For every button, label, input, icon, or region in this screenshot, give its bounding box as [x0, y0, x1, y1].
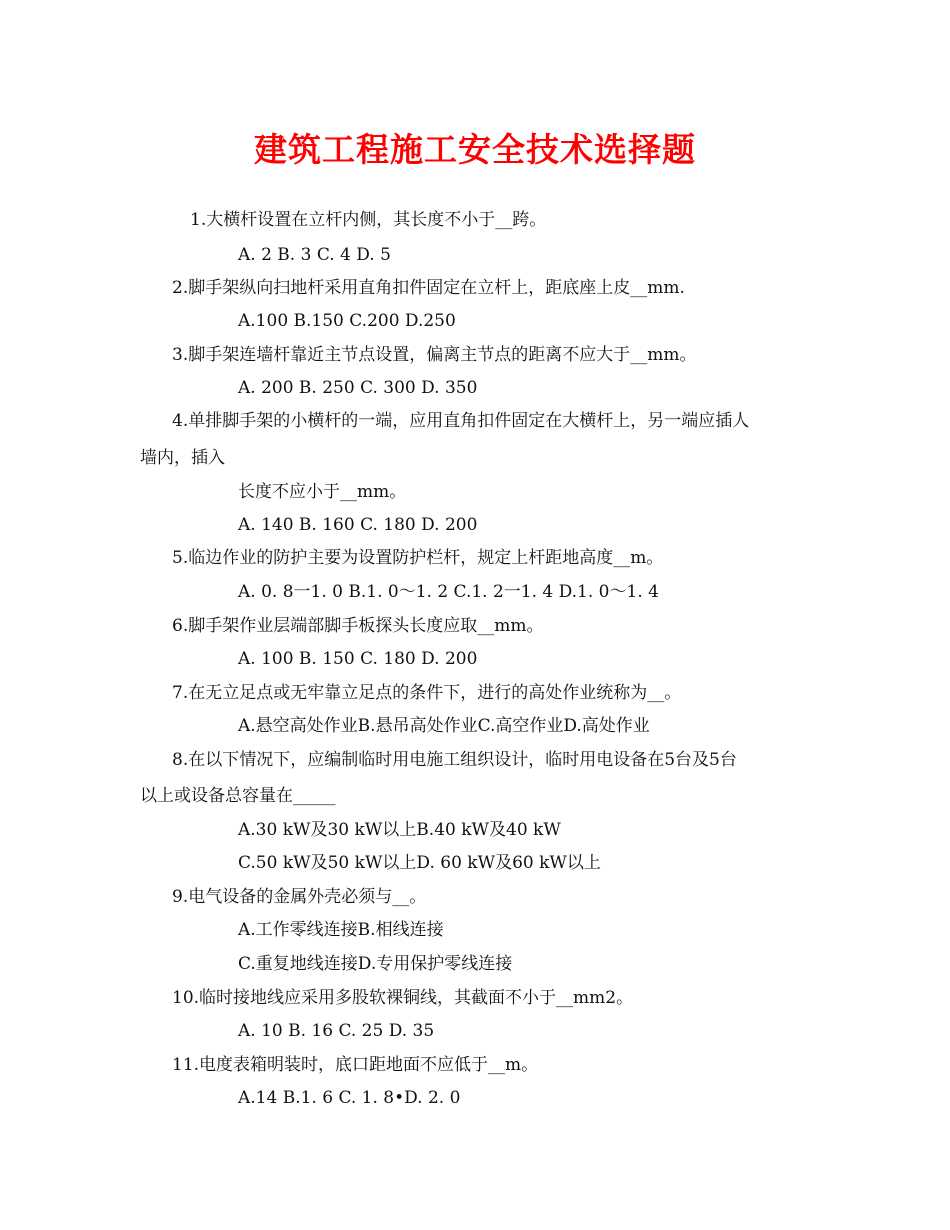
question-9: 9.电气设备的金属外壳必须与__。 — [172, 887, 427, 907]
question-4-continued-2: 长度不应小于__mm。 — [238, 482, 407, 502]
question-11: 11.电度表箱明装时，底口距地面不应低于__m。 — [172, 1055, 539, 1075]
question-8: 8.在以下情况下，应编制临时用电施工组织设计，临时用电设备在5台及5台 — [172, 750, 737, 770]
question-9-options-1: A.工作零线连接B.相线连接 — [238, 920, 444, 940]
question-4: 4.单排脚手架的小横杆的一端，应用直角扣件固定在大横杆上，另一端应插人 — [172, 411, 750, 431]
question-8-continued: 以上或设备总容量在_____ — [140, 786, 336, 806]
question-3-options: A. 200 B. 250 C. 300 D. 350 — [238, 378, 478, 398]
question-11-options: A.14 B.1. 6 C. 1. 8•D. 2. 0 — [238, 1088, 461, 1108]
question-7: 7.在无立足点或无牢靠立足点的条件下，进行的高处作业统称为__。 — [172, 683, 682, 703]
question-10: 10.临时接地线应采用多股软裸铜线，其截面不小于__mm2。 — [172, 988, 634, 1008]
question-3: 3.脚手架连墙杆靠近主节点设置，偏离主节点的距离不应大于__mm。 — [172, 345, 697, 365]
question-1: 1.大横杆设置在立杆内侧，其长度不小于__跨。 — [190, 210, 547, 230]
question-2: 2.脚手架纵向扫地杆采用直角扣件固定在立杆上，距底座上皮__mm. — [172, 278, 685, 298]
question-1-options: A. 2 B. 3 C. 4 D. 5 — [238, 245, 391, 265]
question-6: 6.脚手架作业层端部脚手板探头长度应取__mm。 — [172, 616, 544, 636]
page-title: 建筑工程施工安全技术选择题 — [254, 130, 696, 169]
question-6-options: A. 100 B. 150 C. 180 D. 200 — [238, 649, 478, 669]
question-2-options: A.100 B.150 C.200 D.250 — [238, 311, 456, 331]
question-5: 5.临边作业的防护主要为设置防护栏杆，规定上杆距地高度__m。 — [172, 548, 664, 568]
question-8-options-1: A.30 kW及30 kW以上B.40 kW及40 kW — [238, 820, 561, 840]
question-4-options: A. 140 B. 160 C. 180 D. 200 — [238, 515, 478, 535]
question-8-options-2: C.50 kW及50 kW以上D. 60 kW及60 kW以上 — [238, 853, 601, 873]
question-7-options: A.悬空高处作业B.悬吊高处作业C.高空作业D.高处作业 — [238, 716, 650, 736]
question-10-options: A. 10 B. 16 C. 25 D. 35 — [238, 1021, 435, 1041]
question-4-continued: 墙内，插入 — [140, 448, 225, 468]
question-9-options-2: C.重复地线连接D.专用保护零线连接 — [238, 954, 513, 974]
question-5-options: A. 0. 8一1. 0 B.1. 0～1. 2 C.1. 2一1. 4 D.1. 0～1. 4 — [238, 582, 659, 602]
